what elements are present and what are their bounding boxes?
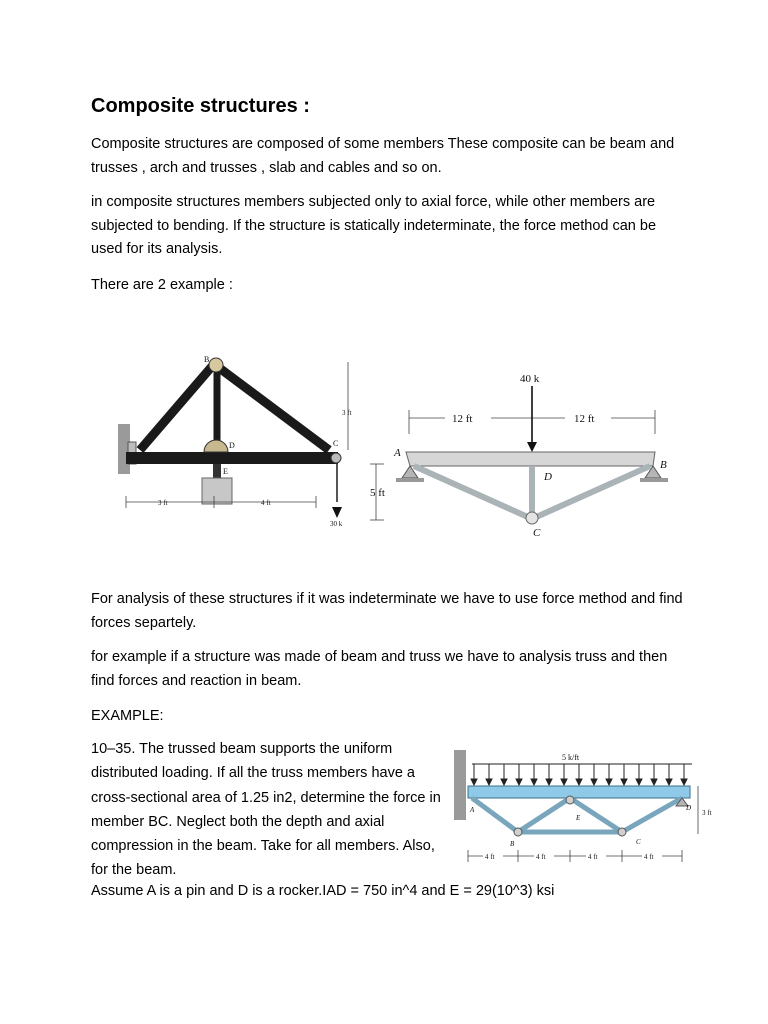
figure-truss-beam bbox=[116, 342, 376, 542]
axial-bending-paragraph: in composite structures members subjected only to axial force, while other members are subjected to bending. If the structure is statically indeterminate, the force method can be used for its analysis. bbox=[91, 194, 657, 257]
fig3-span-label: 4 ft bbox=[485, 853, 495, 861]
fig1-span-right: 4 ft bbox=[261, 499, 271, 507]
fig1-node-e: E bbox=[223, 467, 228, 476]
fig3-node-e: E bbox=[576, 814, 581, 822]
fig1-node-b: B bbox=[204, 355, 210, 364]
beam-truss-paragraph: for example if a structure was made of beam and truss we have to analysis truss and then find forces and reaction in beam. bbox=[91, 649, 668, 689]
fig3-load-label: 5 k/ft bbox=[562, 753, 580, 762]
fig3-node-c: C bbox=[636, 838, 641, 846]
problem-statement: 10–35. The trussed beam supports the uniform distributed loading. If all the truss members have a cross-sectional area of 1.25 in2, determine the force in member BC. Neglect both the depth and axial compression in the beam. Take for all members. Also, for the beam. bbox=[91, 741, 441, 879]
fig2-node-c: C bbox=[533, 527, 541, 539]
fig3-node-d: D bbox=[686, 804, 692, 812]
fig3-depth-label: 3 ft bbox=[702, 809, 712, 817]
intro-paragraph: Composite structures are composed of some members These composite can be beam and trusses , arch and trusses , slab and cables and so on. bbox=[91, 136, 675, 176]
problem-assumptions: Assume A is a pin and D is a rocker.IAD = 750 in^4 and E = 29(10^3) ksi bbox=[91, 883, 555, 899]
fig1-height-label: 3 ft bbox=[342, 409, 352, 417]
fig2-node-a: A bbox=[394, 447, 401, 459]
fig3-node-b: B bbox=[510, 840, 515, 848]
fig3-span-label: 4 ft bbox=[588, 853, 598, 861]
fig1-span-left: 3 ft bbox=[158, 499, 168, 507]
fig2-span-right: 12 ft bbox=[574, 413, 595, 425]
fig2-depth-label: 5 ft bbox=[370, 487, 385, 499]
fig2-load-label: 40 k bbox=[520, 373, 540, 385]
figure-trussed-beam-point-load bbox=[370, 342, 675, 542]
fig2-node-b: B bbox=[660, 459, 667, 471]
examples-intro: There are 2 example : bbox=[91, 277, 233, 293]
fig3-node-a: A bbox=[470, 806, 475, 814]
document-heading: Composite structures : bbox=[91, 95, 310, 117]
fig3-span-label: 4 ft bbox=[536, 853, 546, 861]
fig1-node-d: D bbox=[229, 441, 235, 450]
fig1-node-a: A bbox=[140, 441, 146, 450]
fig1-node-c: C bbox=[333, 439, 339, 448]
example-heading: EXAMPLE: bbox=[91, 708, 164, 724]
figure-trussed-beam-distributed-load bbox=[452, 746, 722, 876]
fig3-span-label: 4 ft bbox=[644, 853, 654, 861]
fig2-node-d: D bbox=[544, 471, 552, 483]
fig1-load-label: 30 k bbox=[330, 520, 343, 528]
analysis-paragraph: For analysis of these structures if it was indeterminate we have to use force method and find forces separtely. bbox=[91, 591, 683, 631]
fig2-span-left: 12 ft bbox=[452, 413, 473, 425]
